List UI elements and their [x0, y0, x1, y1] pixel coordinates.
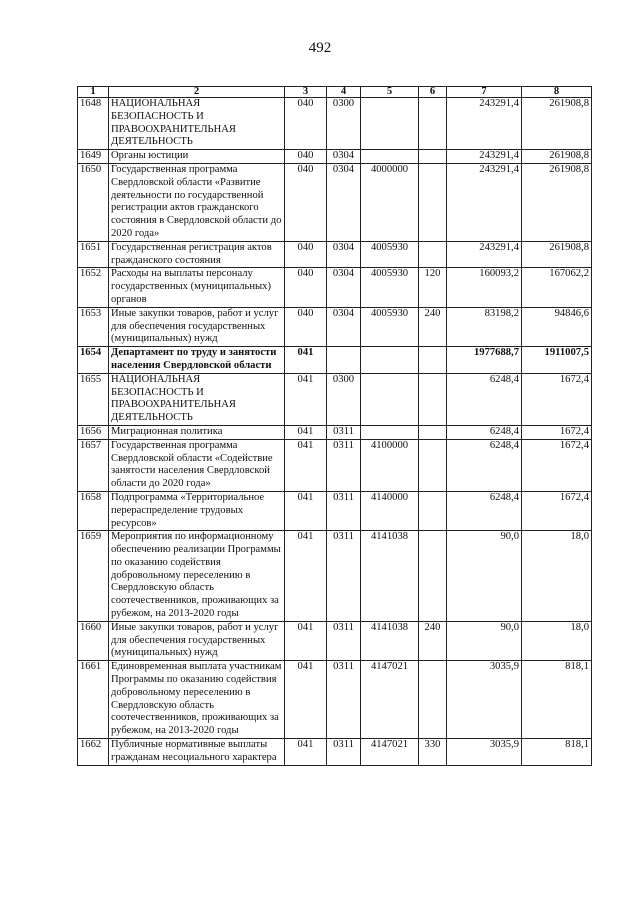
- header-cell: 5: [361, 87, 419, 98]
- target-article-cell: [361, 98, 419, 150]
- budget-table: [77, 86, 592, 766]
- expense-type-cell: [419, 347, 447, 374]
- header-cell: 6: [419, 87, 447, 98]
- section-code-cell: 0304: [327, 163, 361, 241]
- page-number: 492: [308, 40, 332, 56]
- target-article-cell: [361, 373, 419, 425]
- table-row: [78, 661, 592, 739]
- amount-year1-cell: 90,0: [447, 621, 522, 660]
- ministry-code-cell: 041: [285, 531, 327, 622]
- table-row: [78, 268, 592, 307]
- expense-type-cell: [419, 531, 447, 622]
- amount-year2-cell: 18,0: [522, 531, 592, 622]
- amount-year1-cell: 6248,4: [447, 425, 522, 439]
- target-article-cell: [361, 347, 419, 374]
- expense-type-cell: [419, 439, 447, 491]
- expense-type-cell: [419, 241, 447, 268]
- expense-type-cell: 240: [419, 621, 447, 660]
- section-code-cell: 0311: [327, 425, 361, 439]
- table-row: [78, 150, 592, 164]
- header-cell: 7: [447, 87, 522, 98]
- amount-year1-cell: 160093,2: [447, 268, 522, 307]
- ministry-code-cell: 040: [285, 150, 327, 164]
- amount-year1-cell: 243291,4: [447, 241, 522, 268]
- amount-year2-cell: 261908,8: [522, 163, 592, 241]
- ministry-code-cell: 041: [285, 661, 327, 739]
- item-name-cell: Расходы на выплаты персоналу государственных (муниципальных) органов: [109, 268, 285, 307]
- ministry-code-cell: 041: [285, 347, 327, 374]
- row-number-cell: 1658: [78, 491, 109, 530]
- row-number-cell: 1657: [78, 439, 109, 491]
- section-code-cell: 0300: [327, 373, 361, 425]
- item-name-cell: Органы юстиции: [109, 150, 285, 164]
- target-article-cell: 4141038: [361, 621, 419, 660]
- amount-year1-cell: 90,0: [447, 531, 522, 622]
- table-row: [78, 241, 592, 268]
- ministry-code-cell: 040: [285, 307, 327, 346]
- row-number-cell: 1654: [78, 347, 109, 374]
- ministry-code-cell: 041: [285, 491, 327, 530]
- header-cell: 3: [285, 87, 327, 98]
- table-row: [78, 491, 592, 530]
- item-name-cell: Единовременная выплата участникам Программы по оказанию содействия добровольному переселению в Свердловскую область соотечественников, проживающих за рубежом, на 2013-2020 годы: [109, 661, 285, 739]
- target-article-cell: 4005930: [361, 241, 419, 268]
- row-number-cell: 1651: [78, 241, 109, 268]
- header-cell: 2: [109, 87, 285, 98]
- amount-year1-cell: 243291,4: [447, 98, 522, 150]
- target-article-cell: 4147021: [361, 661, 419, 739]
- amount-year1-cell: 6248,4: [447, 439, 522, 491]
- table-row: [78, 347, 592, 374]
- target-article-cell: 4005930: [361, 307, 419, 346]
- amount-year1-cell: 3035,9: [447, 739, 522, 766]
- table-body: [78, 98, 592, 766]
- amount-year1-cell: 243291,4: [447, 150, 522, 164]
- ministry-code-cell: 040: [285, 98, 327, 150]
- table-row: [78, 439, 592, 491]
- ministry-code-cell: 041: [285, 425, 327, 439]
- table-row: [78, 98, 592, 150]
- item-name-cell: Миграционная политика: [109, 425, 285, 439]
- amount-year1-cell: 1977688,7: [447, 347, 522, 374]
- row-number-cell: 1661: [78, 661, 109, 739]
- amount-year2-cell: 818,1: [522, 661, 592, 739]
- target-article-cell: [361, 425, 419, 439]
- header-cell: 1: [78, 87, 109, 98]
- table-row: [78, 531, 592, 622]
- row-number-cell: 1652: [78, 268, 109, 307]
- amount-year2-cell: 261908,8: [522, 150, 592, 164]
- row-number-cell: 1660: [78, 621, 109, 660]
- item-name-cell: Государственная регистрация актов гражданского состояния: [109, 241, 285, 268]
- expense-type-cell: [419, 491, 447, 530]
- section-code-cell: 0300: [327, 98, 361, 150]
- section-code-cell: 0311: [327, 439, 361, 491]
- row-number-cell: 1655: [78, 373, 109, 425]
- expense-type-cell: [419, 150, 447, 164]
- table-row: [78, 621, 592, 660]
- item-name-cell: Департамент по труду и занятости населения Свердловской области: [109, 347, 285, 374]
- header-row: [78, 87, 592, 98]
- item-name-cell: Государственная программа Свердловской области «Развитие деятельности по государственной регистрации актов гражданского состояния в Свердловской области до 2020 года»: [109, 163, 285, 241]
- section-code-cell: [327, 347, 361, 374]
- section-code-cell: 0304: [327, 307, 361, 346]
- amount-year2-cell: 94846,6: [522, 307, 592, 346]
- header-cell: 8: [522, 87, 592, 98]
- item-name-cell: Иные закупки товаров, работ и услуг для обеспечения государственных (муниципальных) нужд: [109, 307, 285, 346]
- section-code-cell: 0304: [327, 150, 361, 164]
- amount-year2-cell: 18,0: [522, 621, 592, 660]
- table-row: [78, 307, 592, 346]
- target-article-cell: 4000000: [361, 163, 419, 241]
- row-number-cell: 1656: [78, 425, 109, 439]
- table-row: [78, 373, 592, 425]
- target-article-cell: 4141038: [361, 531, 419, 622]
- amount-year2-cell: 818,1: [522, 739, 592, 766]
- row-number-cell: 1653: [78, 307, 109, 346]
- target-article-cell: 4147021: [361, 739, 419, 766]
- section-code-cell: 0304: [327, 268, 361, 307]
- item-name-cell: Иные закупки товаров, работ и услуг для обеспечения государственных (муниципальных) нужд: [109, 621, 285, 660]
- item-name-cell: Подпрограмма «Территориальное перераспределение трудовых ресурсов»: [109, 491, 285, 530]
- expense-type-cell: 120: [419, 268, 447, 307]
- section-code-cell: 0304: [327, 241, 361, 268]
- row-number-cell: 1650: [78, 163, 109, 241]
- amount-year1-cell: 83198,2: [447, 307, 522, 346]
- amount-year2-cell: 1911007,5: [522, 347, 592, 374]
- ministry-code-cell: 041: [285, 739, 327, 766]
- amount-year1-cell: 6248,4: [447, 491, 522, 530]
- table-row: [78, 425, 592, 439]
- row-number-cell: 1662: [78, 739, 109, 766]
- amount-year2-cell: 1672,4: [522, 425, 592, 439]
- ministry-code-cell: 041: [285, 621, 327, 660]
- amount-year2-cell: 261908,8: [522, 241, 592, 268]
- table-row: [78, 163, 592, 241]
- section-code-cell: 0311: [327, 491, 361, 530]
- section-code-cell: 0311: [327, 621, 361, 660]
- expense-type-cell: 330: [419, 739, 447, 766]
- amount-year1-cell: 6248,4: [447, 373, 522, 425]
- row-number-cell: 1648: [78, 98, 109, 150]
- amount-year2-cell: 261908,8: [522, 98, 592, 150]
- item-name-cell: Публичные нормативные выплаты гражданам несоциального характера: [109, 739, 285, 766]
- expense-type-cell: [419, 373, 447, 425]
- expense-type-cell: [419, 163, 447, 241]
- amount-year2-cell: 1672,4: [522, 373, 592, 425]
- expense-type-cell: 240: [419, 307, 447, 346]
- item-name-cell: Государственная программа Свердловской области «Содействие занятости населения Свердловской области до 2020 года»: [109, 439, 285, 491]
- ministry-code-cell: 040: [285, 163, 327, 241]
- expense-type-cell: [419, 98, 447, 150]
- row-number-cell: 1649: [78, 150, 109, 164]
- amount-year1-cell: 243291,4: [447, 163, 522, 241]
- ministry-code-cell: 040: [285, 241, 327, 268]
- amount-year2-cell: 1672,4: [522, 491, 592, 530]
- header-cell: 4: [327, 87, 361, 98]
- section-code-cell: 0311: [327, 739, 361, 766]
- amount-year2-cell: 1672,4: [522, 439, 592, 491]
- amount-year1-cell: 3035,9: [447, 661, 522, 739]
- item-name-cell: НАЦИОНАЛЬНАЯ БЕЗОПАСНОСТЬ И ПРАВООХРАНИТЕЛЬНАЯ ДЕЯТЕЛЬНОСТЬ: [109, 98, 285, 150]
- expense-type-cell: [419, 425, 447, 439]
- target-article-cell: 4140000: [361, 491, 419, 530]
- ministry-code-cell: 040: [285, 268, 327, 307]
- target-article-cell: [361, 150, 419, 164]
- section-code-cell: 0311: [327, 661, 361, 739]
- item-name-cell: НАЦИОНАЛЬНАЯ БЕЗОПАСНОСТЬ И ПРАВООХРАНИТЕЛЬНАЯ ДЕЯТЕЛЬНОСТЬ: [109, 373, 285, 425]
- table-row: [78, 739, 592, 766]
- amount-year2-cell: 167062,2: [522, 268, 592, 307]
- target-article-cell: 4005930: [361, 268, 419, 307]
- section-code-cell: 0311: [327, 531, 361, 622]
- row-number-cell: 1659: [78, 531, 109, 622]
- item-name-cell: Мероприятия по информационному обеспечению реализации Программы по оказанию содействия добровольному переселению в Свердловскую область соотечественников, проживающих за рубежом, на 2013-2020 годы: [109, 531, 285, 622]
- target-article-cell: 4100000: [361, 439, 419, 491]
- ministry-code-cell: 041: [285, 373, 327, 425]
- expense-type-cell: [419, 661, 447, 739]
- ministry-code-cell: 041: [285, 439, 327, 491]
